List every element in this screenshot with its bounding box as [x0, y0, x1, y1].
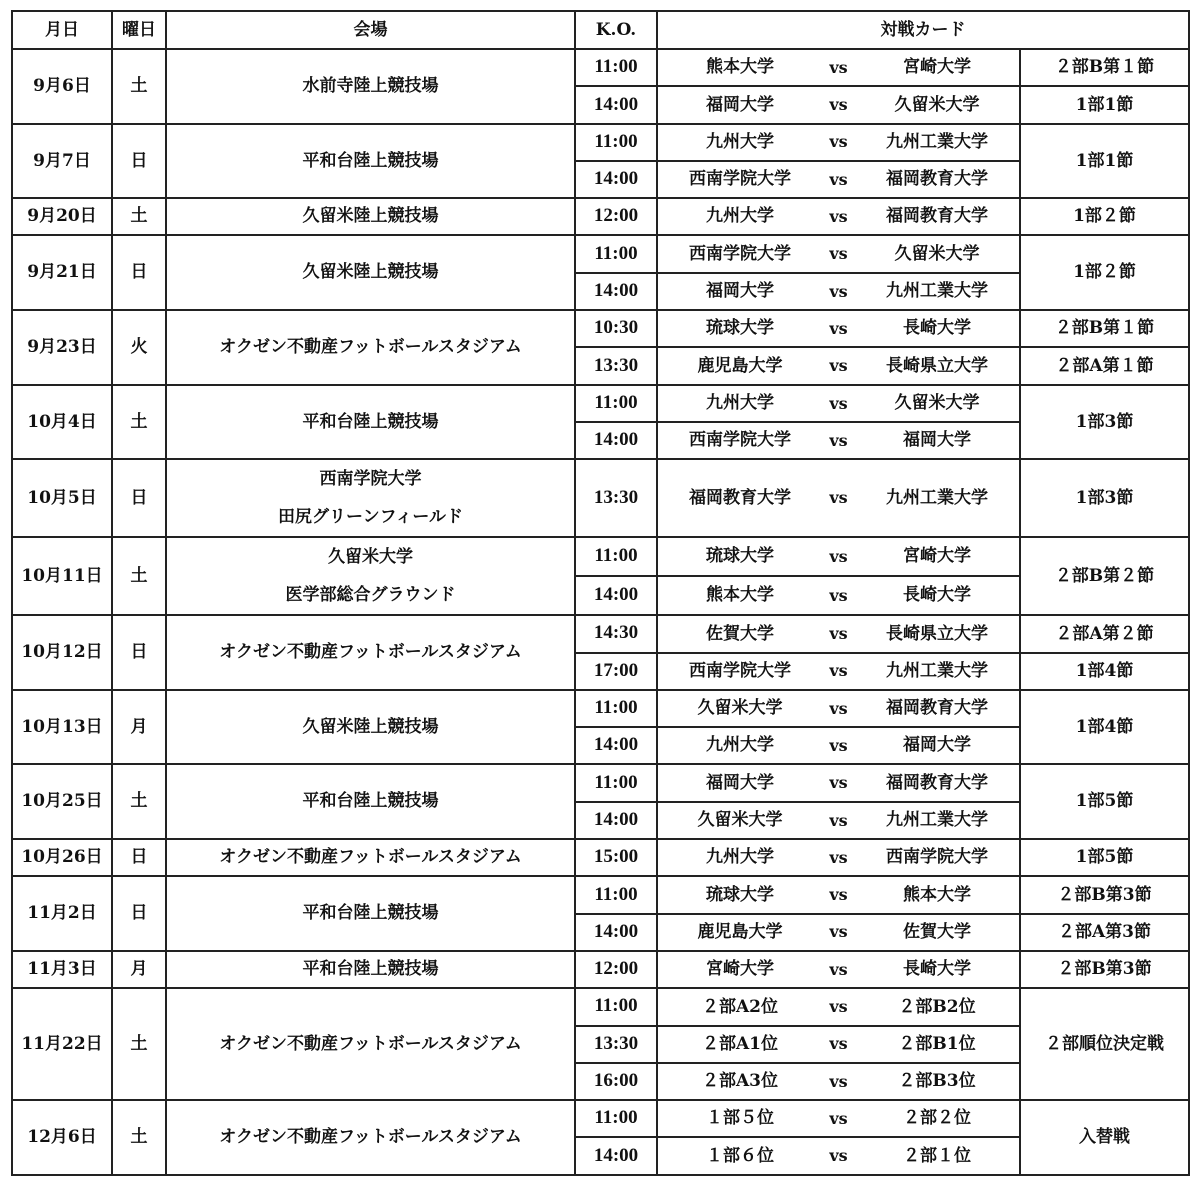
header-venue: 会場	[166, 11, 575, 49]
kickoff-time: 11:00	[575, 385, 657, 422]
kickoff-time: 14:00	[575, 1137, 657, 1174]
weekday-cell: 土	[112, 198, 166, 235]
date-cell: 10月12日	[12, 615, 112, 690]
away-team: ２部B1位	[855, 1026, 1020, 1063]
home-team: 西南学院大学	[657, 653, 822, 690]
date-cell: 9月20日	[12, 198, 112, 235]
date-cell: 10月13日	[12, 690, 112, 765]
match-row	[12, 690, 1189, 727]
match-row	[12, 385, 1189, 422]
home-team: 福岡大学	[657, 86, 822, 123]
round-cell: ２部A第１節	[1020, 347, 1189, 384]
kickoff-time: 10:30	[575, 310, 657, 347]
kickoff-time: 11:00	[575, 49, 657, 86]
vs-label: vs	[822, 124, 855, 161]
match-row	[12, 1100, 1189, 1137]
kickoff-time: 12:00	[575, 951, 657, 988]
away-team: 熊本大学	[855, 876, 1020, 913]
home-team: 西南学院大学	[657, 422, 822, 459]
away-team: 長崎県立大学	[855, 615, 1020, 652]
weekday-cell: 土	[112, 49, 166, 124]
home-team: ２部A2位	[657, 988, 822, 1025]
round-cell: ２部B第3節	[1020, 876, 1189, 913]
venue-line: 久留米大学	[328, 547, 413, 568]
home-team: 宮崎大学	[657, 951, 822, 988]
round-cell: 1部1節	[1020, 86, 1189, 123]
home-team: 佐賀大学	[657, 615, 822, 652]
kickoff-time: 13:30	[575, 459, 657, 537]
venue-line: 平和台陸上競技場	[302, 150, 439, 171]
vs-label: vs	[822, 235, 855, 272]
kickoff-time: 15:00	[575, 839, 657, 876]
round-cell: ２部B第２節	[1020, 537, 1189, 615]
venue-cell	[166, 951, 575, 988]
round-cell: 入替戦	[1020, 1100, 1189, 1175]
home-team: 福岡教育大学	[657, 459, 822, 537]
vs-label: vs	[822, 273, 855, 310]
weekday-cell: 月	[112, 951, 166, 988]
date-cell: 9月21日	[12, 235, 112, 310]
weekday-cell: 火	[112, 310, 166, 385]
home-team: 琉球大学	[657, 537, 822, 576]
kickoff-time: 11:00	[575, 764, 657, 801]
vs-label: vs	[822, 1026, 855, 1063]
away-team: 長崎大学	[855, 951, 1020, 988]
away-team: 九州工業大学	[855, 459, 1020, 537]
home-team: 久留米大学	[657, 802, 822, 839]
date-cell: 10月26日	[12, 839, 112, 876]
venue-line: 医学部総合グラウンド	[285, 585, 456, 606]
kickoff-time: 11:00	[575, 1100, 657, 1137]
venue-cell	[166, 1100, 575, 1175]
date-cell: 9月23日	[12, 310, 112, 385]
away-team: 九州工業大学	[855, 802, 1020, 839]
venue-line: 水前寺陸上競技場	[302, 75, 439, 96]
round-cell: ２部B第3節	[1020, 951, 1189, 988]
round-cell: ２部A第3節	[1020, 914, 1189, 951]
away-team: 長崎大学	[855, 576, 1020, 615]
kickoff-time: 13:30	[575, 347, 657, 384]
venue-line: 平和台陸上競技場	[302, 903, 439, 924]
vs-label: vs	[822, 839, 855, 876]
round-cell: ２部B第１節	[1020, 310, 1189, 347]
vs-label: vs	[822, 86, 855, 123]
date-cell: 12月6日	[12, 1100, 112, 1175]
match-row	[12, 764, 1189, 801]
venue-line: オクゼン不動産フットボールスタジアム	[219, 642, 522, 663]
venue-cell	[166, 459, 575, 537]
away-team: ２部１位	[855, 1137, 1020, 1174]
kickoff-time: 11:00	[575, 537, 657, 576]
venue-cell	[166, 690, 575, 765]
round-cell: 1部5節	[1020, 764, 1189, 839]
away-team: 宮崎大学	[855, 537, 1020, 576]
venue-cell	[166, 537, 575, 615]
vs-label: vs	[822, 576, 855, 615]
home-team: 九州大学	[657, 727, 822, 764]
vs-label: vs	[822, 198, 855, 235]
home-team: 鹿児島大学	[657, 914, 822, 951]
kickoff-time: 11:00	[575, 124, 657, 161]
vs-label: vs	[822, 876, 855, 913]
venue-line: 平和台陸上競技場	[302, 411, 439, 432]
round-cell: 1部２節	[1020, 235, 1189, 310]
home-team: 西南学院大学	[657, 235, 822, 272]
home-team: 西南学院大学	[657, 161, 822, 198]
venue-line: 久留米陸上競技場	[302, 262, 439, 283]
venue-line: 田尻グリーンフィールド	[278, 507, 463, 528]
vs-label: vs	[822, 1100, 855, 1137]
away-team: 宮崎大学	[855, 49, 1020, 86]
venue-cell	[166, 764, 575, 839]
kickoff-time: 14:00	[575, 273, 657, 310]
away-team: 福岡教育大学	[855, 690, 1020, 727]
venue-line: 久留米陸上競技場	[302, 206, 439, 227]
away-team: 福岡教育大学	[855, 198, 1020, 235]
away-team: 長崎県立大学	[855, 347, 1020, 384]
venue-line: 平和台陸上競技場	[302, 959, 439, 980]
home-team: 琉球大学	[657, 310, 822, 347]
away-team: 九州工業大学	[855, 653, 1020, 690]
match-row	[12, 124, 1189, 161]
away-team: 西南学院大学	[855, 839, 1020, 876]
vs-label: vs	[822, 653, 855, 690]
kickoff-time: 12:00	[575, 198, 657, 235]
kickoff-time: 11:00	[575, 235, 657, 272]
venue-line: オクゼン不動産フットボールスタジアム	[219, 1127, 522, 1148]
header-row	[12, 11, 1189, 49]
weekday-cell: 日	[112, 839, 166, 876]
match-row	[12, 988, 1189, 1025]
home-team: 九州大学	[657, 198, 822, 235]
vs-label: vs	[822, 459, 855, 537]
vs-label: vs	[822, 49, 855, 86]
round-cell: 1部3節	[1020, 459, 1189, 537]
vs-label: vs	[822, 951, 855, 988]
kickoff-time: 11:00	[575, 690, 657, 727]
venue-cell	[166, 49, 575, 124]
home-team: 琉球大学	[657, 876, 822, 913]
kickoff-time: 11:00	[575, 876, 657, 913]
vs-label: vs	[822, 161, 855, 198]
vs-label: vs	[822, 690, 855, 727]
kickoff-time: 17:00	[575, 653, 657, 690]
schedule-body	[12, 49, 1189, 1175]
venue-cell	[166, 310, 575, 385]
kickoff-time: 14:00	[575, 161, 657, 198]
round-cell: 1部1節	[1020, 124, 1189, 199]
venue-line: 西南学院大学	[319, 469, 422, 490]
away-team: 九州工業大学	[855, 273, 1020, 310]
match-row	[12, 615, 1189, 652]
away-team: 福岡大学	[855, 727, 1020, 764]
home-team: 九州大学	[657, 124, 822, 161]
match-row	[12, 537, 1189, 576]
kickoff-time: 14:00	[575, 727, 657, 764]
venue-line: オクゼン不動産フットボールスタジアム	[219, 847, 522, 868]
away-team: 久留米大学	[855, 385, 1020, 422]
vs-label: vs	[822, 347, 855, 384]
header-matchup: 対戦カード	[657, 11, 1189, 49]
home-team: 九州大学	[657, 385, 822, 422]
vs-label: vs	[822, 615, 855, 652]
vs-label: vs	[822, 385, 855, 422]
away-team: ２部B3位	[855, 1063, 1020, 1100]
schedule-table	[11, 10, 1190, 1176]
weekday-cell: 土	[112, 764, 166, 839]
date-cell: 10月5日	[12, 459, 112, 537]
venue-cell	[166, 839, 575, 876]
vs-label: vs	[822, 764, 855, 801]
round-cell: 1部5節	[1020, 839, 1189, 876]
vs-label: vs	[822, 914, 855, 951]
away-team: 佐賀大学	[855, 914, 1020, 951]
venue-line: オクゼン不動産フットボールスタジアム	[219, 1033, 522, 1054]
away-team: ２部B2位	[855, 988, 1020, 1025]
match-row	[12, 876, 1189, 913]
match-row	[12, 235, 1189, 272]
venue-cell	[166, 198, 575, 235]
weekday-cell: 土	[112, 988, 166, 1100]
match-row	[12, 839, 1189, 876]
date-cell: 10月4日	[12, 385, 112, 460]
weekday-cell: 日	[112, 459, 166, 537]
vs-label: vs	[822, 310, 855, 347]
date-cell: 11月2日	[12, 876, 112, 951]
away-team: 九州工業大学	[855, 124, 1020, 161]
date-cell: 9月7日	[12, 124, 112, 199]
home-team: 久留米大学	[657, 690, 822, 727]
away-team: 長崎大学	[855, 310, 1020, 347]
vs-label: vs	[822, 537, 855, 576]
weekday-cell: 土	[112, 1100, 166, 1175]
weekday-cell: 日	[112, 876, 166, 951]
header-date: 月日	[12, 11, 112, 49]
header-ko: K.O.	[575, 11, 657, 49]
vs-label: vs	[822, 802, 855, 839]
venue-line: オクゼン不動産フットボールスタジアム	[219, 337, 522, 358]
away-team: 久留米大学	[855, 86, 1020, 123]
home-team: １部５位	[657, 1100, 822, 1137]
round-cell: ２部B第１節	[1020, 49, 1189, 86]
venue-cell	[166, 988, 575, 1100]
kickoff-time: 16:00	[575, 1063, 657, 1100]
round-cell: 1部２節	[1020, 198, 1189, 235]
kickoff-time: 11:00	[575, 988, 657, 1025]
weekday-cell: 日	[112, 235, 166, 310]
venue-cell	[166, 385, 575, 460]
match-row	[12, 951, 1189, 988]
match-row	[12, 459, 1189, 537]
header-weekday: 曜日	[112, 11, 166, 49]
venue-line: 平和台陸上競技場	[302, 791, 439, 812]
vs-label: vs	[822, 422, 855, 459]
kickoff-time: 14:00	[575, 914, 657, 951]
away-team: 福岡教育大学	[855, 161, 1020, 198]
weekday-cell: 土	[112, 537, 166, 615]
home-team: 福岡大学	[657, 764, 822, 801]
match-row	[12, 198, 1189, 235]
round-cell: 1部4節	[1020, 690, 1189, 765]
match-row	[12, 49, 1189, 86]
kickoff-time: 14:30	[575, 615, 657, 652]
home-team: 九州大学	[657, 839, 822, 876]
kickoff-time: 14:00	[575, 576, 657, 615]
date-cell: 11月22日	[12, 988, 112, 1100]
round-cell: 1部3節	[1020, 385, 1189, 460]
home-team: 福岡大学	[657, 273, 822, 310]
match-row	[12, 310, 1189, 347]
away-team: 久留米大学	[855, 235, 1020, 272]
vs-label: vs	[822, 1137, 855, 1174]
kickoff-time: 14:00	[575, 422, 657, 459]
home-team: 鹿児島大学	[657, 347, 822, 384]
vs-label: vs	[822, 727, 855, 764]
round-cell: 1部4節	[1020, 653, 1189, 690]
home-team: １部６位	[657, 1137, 822, 1174]
weekday-cell: 土	[112, 385, 166, 460]
weekday-cell: 日	[112, 615, 166, 690]
away-team: ２部２位	[855, 1100, 1020, 1137]
venue-line: 久留米陸上競技場	[302, 716, 439, 737]
vs-label: vs	[822, 1063, 855, 1100]
home-team: 熊本大学	[657, 576, 822, 615]
venue-cell	[166, 876, 575, 951]
home-team: ２部A1位	[657, 1026, 822, 1063]
round-cell: ２部A第２節	[1020, 615, 1189, 652]
home-team: 熊本大学	[657, 49, 822, 86]
venue-cell	[166, 235, 575, 310]
kickoff-time: 14:00	[575, 86, 657, 123]
kickoff-time: 14:00	[575, 802, 657, 839]
round-cell: ２部順位決定戦	[1020, 988, 1189, 1100]
home-team: ２部A3位	[657, 1063, 822, 1100]
venue-cell	[166, 124, 575, 199]
away-team: 福岡大学	[855, 422, 1020, 459]
venue-cell	[166, 615, 575, 690]
vs-label: vs	[822, 988, 855, 1025]
weekday-cell: 日	[112, 124, 166, 199]
date-cell: 9月6日	[12, 49, 112, 124]
weekday-cell: 月	[112, 690, 166, 765]
date-cell: 10月25日	[12, 764, 112, 839]
date-cell: 11月3日	[12, 951, 112, 988]
kickoff-time: 13:30	[575, 1026, 657, 1063]
date-cell: 10月11日	[12, 537, 112, 615]
away-team: 福岡教育大学	[855, 764, 1020, 801]
